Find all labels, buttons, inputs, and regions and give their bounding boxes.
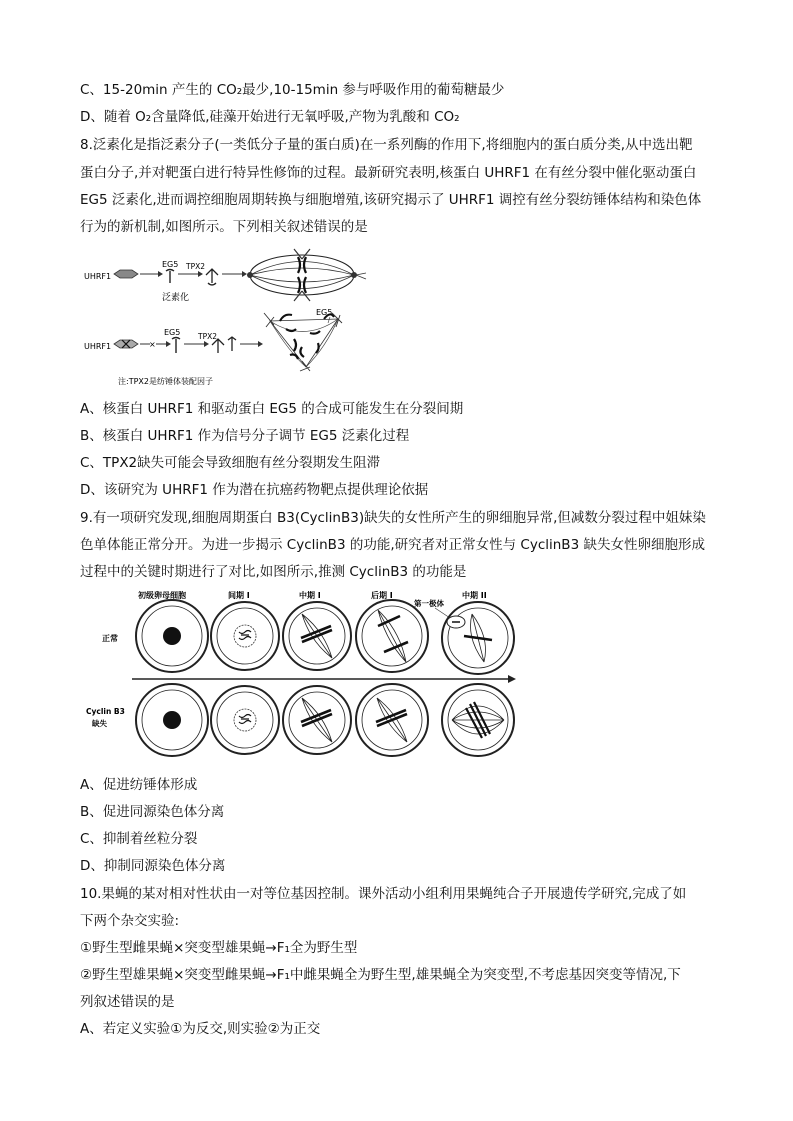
ubiquitination-label: 泛素化: [162, 293, 190, 303]
q9-option-d: D、抑制同源染色体分离: [80, 858, 226, 874]
q10-stem-line-2: 下两个杂交实验:: [80, 913, 180, 929]
tpx2-protein-top: [206, 269, 218, 285]
q9-stem-line-2: 色单体能正常分开。为进一步揭示 CyclinB3 的功能,研究者对正常女性与 CyclinB3 缺失女性卵细胞形成: [80, 537, 705, 553]
row-label-normal: 正常: [102, 634, 118, 643]
stage-header-2: 间期 I: [228, 591, 250, 600]
q7-option-d: D、随着 O₂含量降低,硅藻开始进行无氧呼吸,产物为乳酸和 CO₂: [80, 109, 460, 125]
uhrf1-protein-top: [114, 270, 138, 278]
q10-stem-line-1: 10.果蝇的某对相对性状由一对等位基因控制。课外活动小组利用果蝇纯合子开展遗传学研究,完成了如: [80, 886, 687, 902]
tpx2-label-bottom: TPX2: [198, 332, 218, 341]
deficient-stage-4: [356, 684, 428, 756]
q9-stem-line-3: 过程中的关键时期进行了对比,如图所示,推测 CyclinB3 的功能是: [80, 564, 467, 580]
stage-header-1: 初级卵母细胞: [138, 591, 186, 600]
stage-header-3: 中期 I: [299, 591, 321, 600]
normal-bipolar-spindle: [247, 249, 366, 301]
q9-diagram: [80, 586, 520, 766]
q8-option-c: C、TPX2缺失可能会导致细胞有丝分裂期发生阻滞: [80, 455, 381, 471]
q9-option-c: C、抑制着丝粒分裂: [80, 831, 198, 847]
q9-option-b: B、促进同源染色体分离: [80, 804, 225, 820]
deficient-primary-oocyte: [136, 684, 208, 756]
eg5-protein-bottom: [172, 338, 180, 354]
q8-stem-line-3: EG5 泛素化,进而调控细胞周期转换与细胞增殖,该研究揭示了 UHRF1 调控有丝分裂纺锤体结构和染色体: [80, 192, 702, 208]
eg5-label-bottom: EG5: [164, 328, 181, 337]
normal-metaphase-ii: [442, 602, 514, 674]
q10-cross-1: ①野生型雌果蝇×突变型雄果蝇→F₁全为野生型: [80, 940, 358, 956]
deficient-stage-5: [442, 684, 514, 756]
row-label-deficient-2: 缺失: [92, 719, 107, 728]
q8-option-a: A、核蛋白 UHRF1 和驱动蛋白 EG5 的合成可能发生在分裂间期: [80, 401, 464, 417]
tpx2-label-top: TPX2: [186, 262, 206, 271]
deficient-interphase-i: [211, 686, 279, 754]
stage-header-5: 中期 II: [462, 591, 487, 600]
first-polar-body-label: 第一极体: [414, 599, 444, 608]
uhrf1-label-top: UHRF1: [84, 272, 112, 281]
eg5-protein-top: [166, 270, 174, 284]
q10-cross-2-line-2: 列叙述错误的是: [80, 994, 175, 1010]
q7-option-c: C、15-20min 产生的 CO₂最少,10-15min 参与呼吸作用的葡萄糖最少: [80, 82, 505, 98]
uhrf1-label-bottom: UHRF1: [84, 342, 112, 351]
q8-option-b: B、核蛋白 UHRF1 作为信号分子调节 EG5 泛素化过程: [80, 428, 410, 444]
normal-primary-oocyte: [136, 600, 208, 672]
q8-stem-line-1: 8.泛素化是指泛素分子(一类低分子量的蛋白质)在一系列酶的作用下,将细胞内的蛋白质分类,从中选出靶: [80, 137, 693, 153]
inhibited-mark: ×: [149, 340, 156, 349]
q9-stem-line-1: 9.有一项研究发现,细胞周期蛋白 B3(CyclinB3)缺失的女性所产生的卵细胞异常,但减数分裂过程中姐妹染: [80, 510, 706, 526]
q8-stem-line-2: 蛋白分子,并对靶蛋白进行特异性修饰的过程。最新研究表明,核蛋白 UHRF1 在有丝分裂中催化驱动蛋白: [80, 165, 697, 181]
q8-option-d: D、该研究为 UHRF1 作为潜在抗癌药物靶点提供理论依据: [80, 482, 429, 498]
q10-cross-2-line-1: ②野生型雄果蝇×突变型雌果蝇→F₁中雌果蝇全为野生型,雄果蝇全为突变型,不考虑基因突变等情况,下: [80, 967, 681, 983]
eg5-label-top: EG5: [162, 260, 179, 269]
q10-option-a: A、若定义实验①为反交,则实验②为正交: [80, 1021, 321, 1037]
q8-stem-line-4: 行为的新机制,如图所示。下列相关叙述错误的是: [80, 219, 368, 235]
tpx2-protein-bottom: [212, 339, 224, 353]
normal-anaphase-i: [356, 600, 428, 672]
stage-header-4: 后期 I: [371, 591, 393, 600]
q9-option-a: A、促进纺锤体形成: [80, 777, 198, 793]
eg5-label-right: EG5: [316, 308, 333, 317]
normal-interphase-i: [211, 602, 279, 670]
q8-figure-note: 注:TPX2是纺锤体装配因子: [118, 377, 213, 386]
q8-diagram: [80, 243, 380, 393]
abnormal-spindle: [264, 313, 342, 371]
row-label-deficient-1: Cyclin B3: [86, 707, 125, 716]
deficient-metaphase-i: [283, 686, 351, 754]
normal-metaphase-i: [283, 602, 351, 670]
